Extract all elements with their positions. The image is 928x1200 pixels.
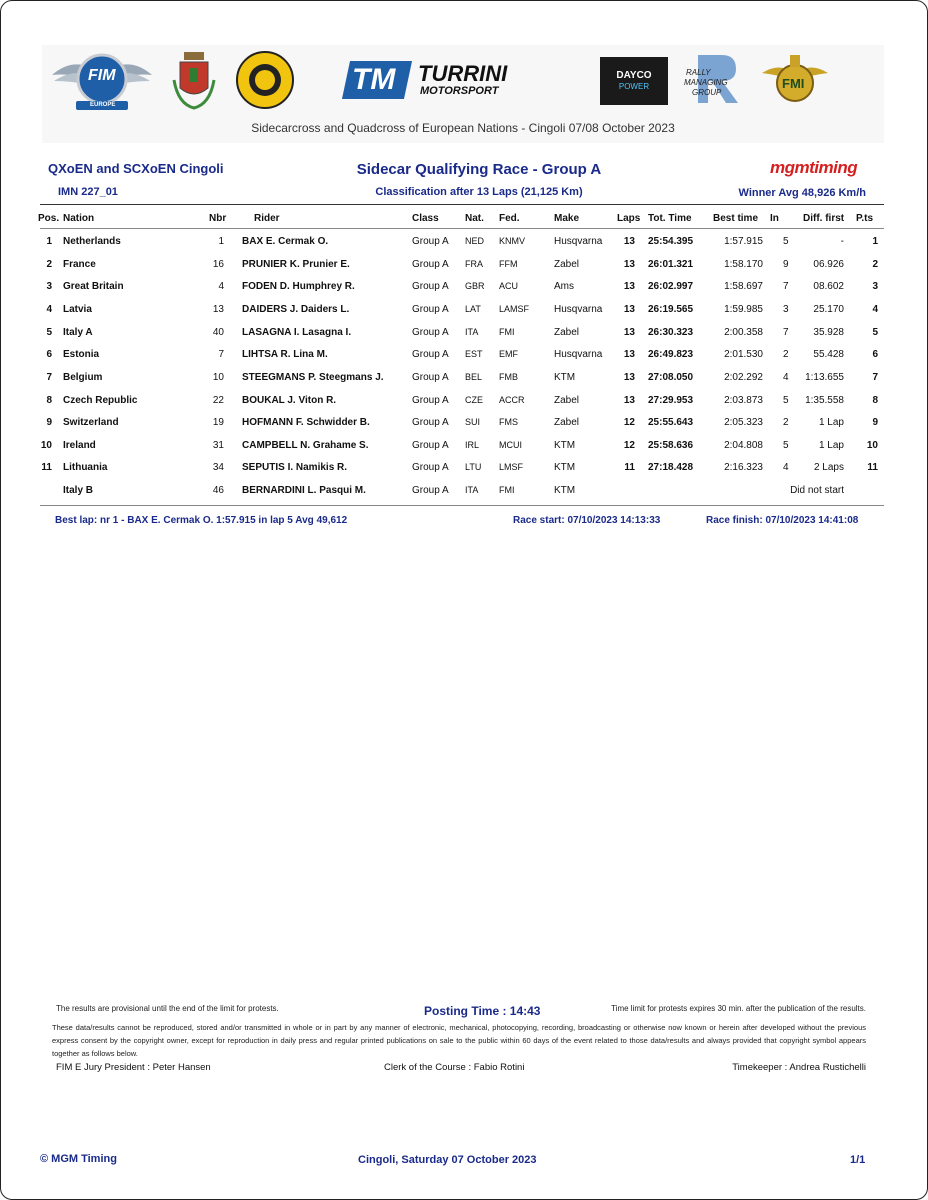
mgm-timing-logo: mgmtiming [770,158,858,177]
row-nbr: 19 [212,417,224,428]
row-diff-first: - [840,236,844,247]
col-fed: Fed. [499,213,520,224]
row-nation: France [63,259,96,270]
row-pos: 4 [46,304,52,315]
row-tot-time: 27:29.953 [648,395,694,406]
row-class: Group A [412,417,449,428]
row-nat: EST [465,349,483,359]
row-fed: KNMV [499,236,526,246]
col-nat: Nat. [465,213,484,224]
row-fed: FFM [499,259,518,269]
row-fed: ACCR [499,395,525,405]
row-pos: 9 [46,417,52,428]
row-nat: NED [465,236,485,246]
row-nat: SUI [465,417,481,427]
page-subtitle: Classification after 13 Laps (21,125 Km) [375,186,583,198]
sponsor-banner [42,45,884,143]
table-row [0,462,928,484]
winner-avg: Winner Avg 48,926 Km/h [738,187,866,199]
row-pos: 3 [46,281,52,292]
row-nation: Italy B [63,485,94,496]
row-nbr: 4 [218,281,224,292]
row-laps: 13 [623,304,635,315]
row-fed: FMI [499,485,515,495]
row-nation: Belgium [63,372,103,383]
row-make: Zabel [554,395,580,406]
row-class: Group A [412,304,449,315]
table-row [0,417,928,439]
row-tot-time: 26:02.997 [648,281,694,292]
row-make: Husqvarna [554,349,603,360]
row-laps: 13 [623,349,635,360]
row-tot-time: 26:01.321 [648,259,694,270]
row-nat: CZE [465,395,483,405]
row-laps: 11 [624,462,635,473]
row-best-time: 2:05.323 [724,417,763,428]
row-in: 4 [783,462,789,473]
row-rider: LIHTSA R. Lina M. [242,349,328,360]
row-tot-time: 25:54.395 [648,236,694,247]
table-row [0,395,928,417]
row-pts: 7 [872,372,878,383]
timekeeper: Timekeeper : Andrea Rustichelli [732,1062,866,1073]
row-pts: 11 [867,462,878,473]
row-in: 5 [783,395,789,406]
row-in: 7 [783,281,789,292]
turrini-sub-text: MOTORSPORT [420,85,499,97]
row-pos: 6 [46,349,52,360]
row-nation: Czech Republic [63,395,138,406]
row-make: KTM [554,462,576,473]
row-best-time: 2:03.873 [724,395,763,406]
row-nat: IRL [465,440,480,450]
row-diff-first: 1:13.655 [805,372,844,383]
col-best-time: Best time [713,213,759,224]
table-row [0,440,928,462]
row-class: Group A [412,485,449,496]
col-tot-time: Tot. Time [648,213,692,224]
row-nation: Italy A [63,327,93,338]
row-diff-first: 55.428 [813,349,844,360]
row-tot-time: 25:55.643 [648,417,694,428]
row-tot-time: 26:49.823 [648,349,694,360]
row-laps: 13 [623,236,635,247]
cingoli-crest-logo [170,50,218,112]
row-in: 5 [783,440,789,451]
row-nbr: 7 [218,349,224,360]
row-tot-time: 25:58.636 [648,440,694,451]
row-rider: LASAGNA I. Lasagna I. [242,327,352,338]
row-diff-first: 2 Laps [813,462,844,473]
row-in: 2 [783,417,789,428]
col-in: In [770,213,779,224]
row-rider: BAX E. Cermak O. [242,236,329,247]
col-pos: Pos. [38,213,60,224]
row-fed: FMI [499,327,515,337]
col-rider: Rider [254,213,280,224]
table-row [0,349,928,371]
row-best-time: 1:58.697 [724,281,763,292]
table-row [0,485,928,507]
row-nat: BEL [465,372,483,382]
row-class: Group A [412,349,449,360]
protest-limit-note: Time limit for protests expires 30 min. after the publication of the results. [611,1004,866,1013]
row-pts: 5 [872,327,878,338]
col-nbr: Nbr [209,213,227,224]
row-in: 3 [783,304,789,315]
dayco-name: DAYCO [616,70,652,81]
row-nat: FRA [465,259,483,269]
row-rider: BOUKAL J. Viton R. [242,395,337,406]
row-diff-first: 1 Lap [818,417,844,428]
row-nbr: 34 [212,462,224,473]
row-in: 9 [783,259,789,270]
fim-logo-text: FIM [88,67,116,84]
row-make: Zabel [554,259,580,270]
row-laps: 12 [623,417,635,428]
row-make: Zabel [554,327,580,338]
row-best-time: 2:01.530 [724,349,763,360]
row-pos: 7 [46,372,52,383]
row-make: Husqvarna [554,304,603,315]
row-diff-first: 1 Lap [818,440,844,451]
row-class: Group A [412,440,449,451]
row-best-time: 2:02.292 [724,372,763,383]
row-rider: HOFMANN F. Schwidder B. [242,417,370,428]
row-best-time: 2:00.358 [724,327,763,338]
cingoli-cross-logo [236,51,294,109]
row-diff-first: Did not start [790,485,844,496]
row-class: Group A [412,395,449,406]
row-pts: 1 [872,236,878,247]
row-diff-first: 06.926 [813,259,844,270]
row-nbr: 13 [212,304,224,315]
svg-text:RALLY: RALLY [686,68,711,77]
row-laps: 13 [623,281,635,292]
row-rider: DAIDERS J. Daiders L. [242,304,350,315]
row-pts: 6 [872,349,878,360]
row-class: Group A [412,236,449,247]
table-row [0,327,928,349]
row-pos: 10 [40,440,52,451]
col-class: Class [412,213,439,224]
turrini-name-text: TURRINI [418,61,508,86]
row-best-time: 2:16.323 [724,462,763,473]
row-rider: BERNARDINI L. Pasqui M. [242,485,366,496]
row-fed: ACU [499,281,519,291]
legal-notice: These data/results cannot be reproduced, stored and/or transmitted in whole or in part by any manner of electronic, mechanical, photocopying, recording, broadcasting or otherwise now known or herein after developed without the previous express consent by the copyright owner, except for reproduction in daily press and regular printed publications on sale to the public within 60 days of the event related to those data/results and always provided that copyright symbol appears together as follows below. [52,1023,866,1058]
fim-logo-subtext: EUROPE [90,102,116,108]
posting-time: Posting Time : 14:43 [424,1004,541,1018]
row-rider: CAMPBELL N. Grahame S. [242,440,369,451]
row-nbr: 16 [212,259,224,270]
row-pos: 8 [46,395,52,406]
row-nation: Estonia [63,349,100,360]
row-rider: FODEN D. Humphrey R. [242,281,355,292]
fmi-logo [760,51,830,109]
row-make: Zabel [554,417,580,428]
row-laps: 13 [623,259,635,270]
row-fed: LMSF [499,462,524,472]
row-nbr: 31 [212,440,224,451]
row-nbr: 22 [212,395,224,406]
fmi-logo-text: FMI [782,76,805,91]
row-make: KTM [554,372,576,383]
col-laps: Laps [617,213,641,224]
row-nation: Lithuania [63,462,108,473]
row-class: Group A [412,462,449,473]
row-nation: Switzerland [63,417,119,428]
row-best-time: 1:57.915 [724,236,763,247]
row-diff-first: 35.928 [813,327,844,338]
table-row [0,236,928,258]
page-title: Sidecar Qualifying Race - Group A [356,161,602,178]
row-pts: 2 [872,259,878,270]
row-nbr: 10 [212,372,224,383]
table-row [0,259,928,281]
row-pos: 11 [41,462,52,473]
jury-president: FIM E Jury President : Peter Hansen [56,1062,211,1073]
row-nat: LAT [465,304,481,314]
row-rider: SEPUTIS I. Namikis R. [242,462,348,473]
row-class: Group A [412,327,449,338]
row-best-time: 1:59.985 [724,304,763,315]
row-in: 4 [783,372,789,383]
svg-text:GROUP: GROUP [692,88,722,97]
row-best-time: 1:58.170 [724,259,763,270]
row-fed: FMB [499,372,518,382]
copyright: © MGM Timing [40,1153,117,1165]
row-pts: 9 [872,417,878,428]
row-rider: PRUNIER K. Prunier E. [242,259,350,270]
row-laps: 13 [623,372,635,383]
table-bottom-rule [40,505,884,506]
table-header-rule [40,228,884,229]
row-nation: Ireland [63,440,96,451]
row-fed: MCUI [499,440,522,450]
row-in: 7 [783,327,789,338]
dayco-logo [600,57,668,105]
row-make: Ams [554,281,574,292]
race-start-info: Race start: 07/10/2023 14:13:33 [513,515,661,526]
row-diff-first: 25.170 [813,304,844,315]
row-rider: STEEGMANS P. Steegmans J. [242,372,384,383]
row-nbr: 1 [218,236,224,247]
row-laps: 12 [623,440,635,451]
row-class: Group A [412,259,449,270]
row-tot-time: 27:18.428 [648,462,694,473]
row-diff-first: 1:35.558 [805,395,844,406]
turrini-motorsport-logo [346,61,532,99]
row-nation: Latvia [63,304,92,315]
dayco-sub: POWER [618,82,650,91]
row-best-time: 2:04.808 [724,440,763,451]
rally-managing-group-logo [682,51,746,107]
row-nbr: 46 [212,485,224,496]
col-pts: P.ts [856,213,874,224]
header-rule [40,204,884,205]
row-pts: 8 [872,395,878,406]
row-pts: 4 [872,304,878,315]
row-pos: 2 [46,259,52,270]
page-number: 1/1 [850,1154,866,1166]
row-class: Group A [412,372,449,383]
place-date: Cingoli, Saturday 07 October 2023 [358,1154,537,1166]
row-make: KTM [554,485,576,496]
row-fed: EMF [499,349,518,359]
row-class: Group A [412,281,449,292]
race-finish-info: Race finish: 07/10/2023 14:41:08 [706,515,859,526]
provisional-note: The results are provisional until the end of the limit for protests. [56,1004,279,1013]
row-laps: 13 [623,395,635,406]
table-row [0,281,928,303]
row-in: 5 [783,236,789,247]
event-name: QXoEN and SCXoEN Cingoli [48,161,224,176]
row-tot-time: 26:30.323 [648,327,694,338]
row-fed: FMS [499,417,518,427]
row-make: Husqvarna [554,236,603,247]
row-fed: LAMSF [499,304,530,314]
table-row [0,304,928,326]
fim-europe-logo [50,49,154,113]
row-tot-time: 26:19.565 [648,304,694,315]
row-pts: 3 [872,281,878,292]
row-nation: Great Britain [63,281,124,292]
row-nat: LTU [465,462,482,472]
best-lap-info: Best lap: nr 1 - BAX E. Cermak O. 1:57.915 in lap 5 Avg 49,612 [55,515,348,526]
row-nat: ITA [465,485,479,495]
row-nat: ITA [465,327,479,337]
col-make: Make [554,213,580,224]
clerk-of-course: Clerk of the Course : Fabio Rotini [384,1062,525,1073]
row-nbr: 40 [212,327,224,338]
col-nation: Nation [63,213,95,224]
row-pos: 1 [46,236,52,247]
svg-text:MANAGING: MANAGING [684,78,728,87]
row-diff-first: 08.602 [813,281,844,292]
row-nation: Netherlands [63,236,121,247]
event-line: Sidecarcross and Quadcross of European Nations - Cingoli 07/08 October 2023 [251,121,675,135]
row-pos: 5 [46,327,52,338]
event-code: IMN 227_01 [58,186,118,198]
row-in: 2 [783,349,789,360]
row-pts: 10 [866,440,878,451]
row-make: KTM [554,440,576,451]
row-nat: GBR [465,281,485,291]
table-row [0,372,928,394]
row-laps: 13 [623,327,635,338]
turrini-tm-text: TM [352,63,396,96]
col-diff-first: Diff. first [803,213,845,224]
row-tot-time: 27:08.050 [648,372,694,383]
